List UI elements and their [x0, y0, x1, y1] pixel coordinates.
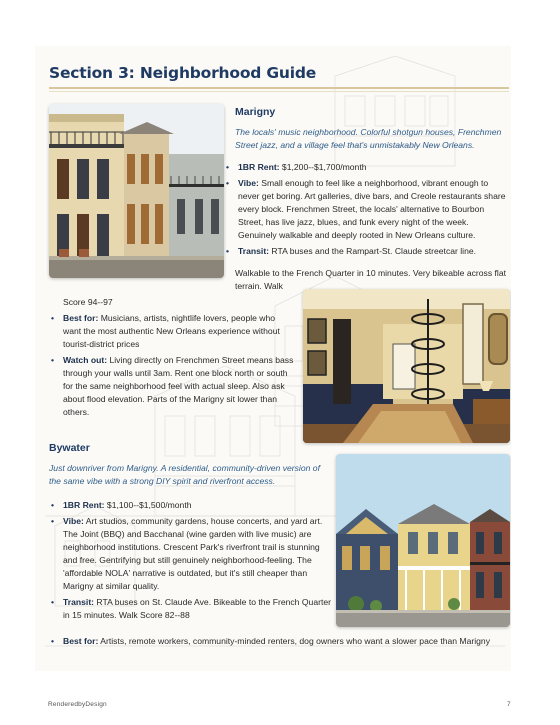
list-item: [49, 515, 331, 593]
marigny-street-photo: [49, 104, 224, 278]
transit-label: Transit:: [63, 597, 95, 607]
page-panel: [35, 46, 511, 671]
transit-value: RTA buses on St. Claude Ave. Bikeable to the French Quarter in 15 minutes. Walk Score 82--88: [63, 597, 331, 620]
page-number: 7: [507, 701, 511, 708]
marigny-walk-score: Score 94--97: [63, 297, 113, 307]
list-item: [49, 596, 331, 622]
bywater-facts-list: [49, 499, 331, 625]
rent-value: $1,200--$1,700/month: [279, 162, 367, 172]
footer-brand: RenderedbyDesign: [48, 701, 107, 708]
watch-label: Watch out:: [63, 355, 108, 365]
list-item: [49, 499, 331, 512]
watch-value: Living directly on Frenchmen Street means bass through your walls until 3am. Rent one block north or south for the same neighborhood feel with actual sleep. Also ask about flood elevation. Parts of the Marigny sit lower than others.: [63, 355, 294, 417]
list-item: [224, 245, 507, 258]
marigny-facts-list: [224, 161, 507, 261]
marigny-heading: Marigny: [235, 106, 276, 118]
rent-label: 1BR Rent:: [238, 162, 280, 172]
marigny-interior-photo: [303, 289, 510, 443]
bywater-heading: Bywater: [49, 442, 90, 454]
vibe-value: Small enough to feel like a neighborhood, vibrant enough to never get boring. Art galleries, dive bars, and Creole restaurants share every block. Frenchmen Street, the locals' alternative to Bourbon Street, has live jazz, blues, and funk every night of the week. Genuinely walkable and deeply rooted in New Orleans culture.: [238, 178, 506, 240]
list-item: [224, 161, 507, 174]
vibe-value: Art studios, community gardens, house concerts, and yard art. The Joint (BBQ) and Bacchanal (wine garden with live music) are neighborhood institutions. Crescent Park's riverfront trail is stunning and free. Gentrifying but still genuinely neighborhood-feeling. The 'affordable NOLA' narrative is outdated, but it's still cheaper than Marigny at similar quality.: [63, 516, 323, 591]
list-item: [49, 635, 509, 648]
marigny-intro: The locals' music neighborhood. Colorful shotgun houses, Frenchmen Street jazz, and a village feel that's unmistakably New Orleans.: [235, 127, 502, 150]
best-label: Best for:: [63, 313, 99, 323]
list-item: [224, 177, 507, 242]
title-divider: [49, 87, 509, 89]
rent-value: $1,100--$1,500/month: [104, 500, 192, 510]
best-value: Musicians, artists, nightlife lovers, people who want the most authentic New Orleans experience without tourist-district prices: [63, 313, 280, 349]
bywater-houses-photo: [336, 454, 510, 627]
vibe-label: Vibe:: [238, 178, 259, 188]
bywater-intro: Just downriver from Marigny. A residential, community-driven version of the same vibe with a strong DIY spirit and riverfront access.: [49, 463, 320, 486]
best-label: Best for:: [63, 636, 99, 646]
vibe-label: Vibe:: [63, 516, 84, 526]
list-item: [49, 312, 294, 351]
transit-label: Transit:: [238, 246, 270, 256]
rent-label: 1BR Rent:: [63, 500, 105, 510]
bywater-best-list: [49, 635, 509, 651]
list-item: [49, 354, 294, 419]
title-divider-secondary: [49, 91, 509, 92]
best-value: Artists, remote workers, community-minded renters, dog owners who want a slower pace than Marigny: [98, 636, 490, 646]
marigny-more-list: [49, 312, 294, 422]
marigny-transit-continued: Walkable to the French Quarter in 10 minutes. Very bikeable across flat terrain. Walk: [235, 268, 506, 291]
transit-value: RTA buses and the Rampart-St. Claude streetcar line.: [269, 246, 477, 256]
page-title: Section 3: Neighborhood Guide: [49, 64, 317, 82]
